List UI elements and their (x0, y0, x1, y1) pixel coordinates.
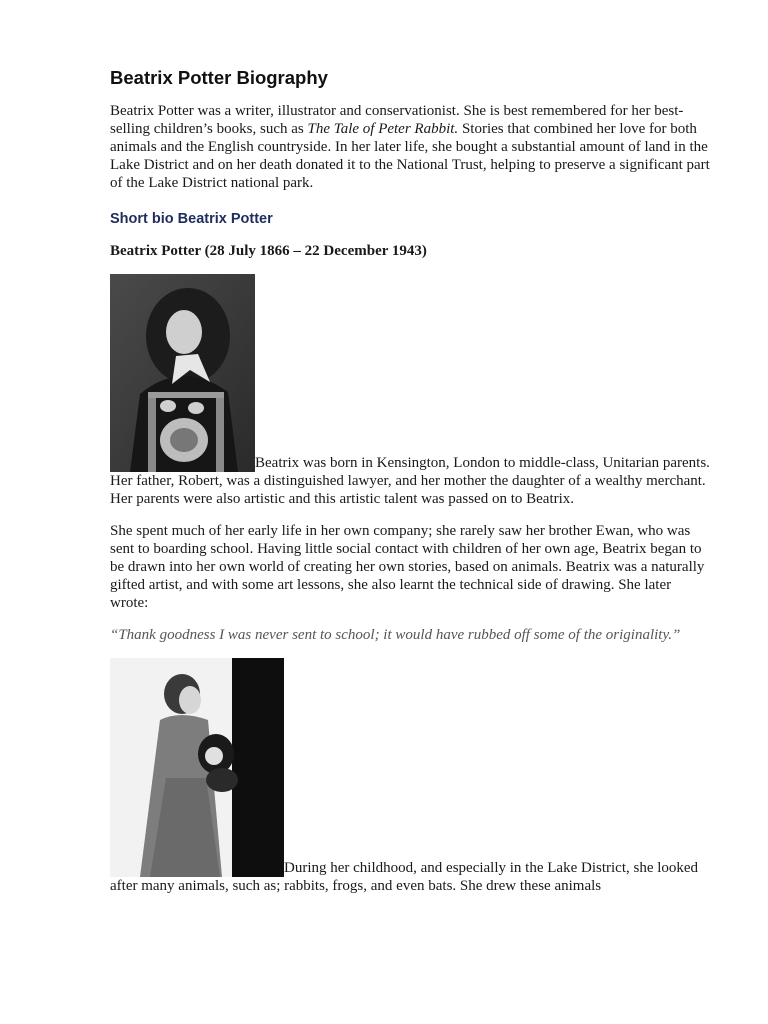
dates-heading: Beatrix Potter (28 July 1866 – 22 December 1943) (110, 243, 427, 259)
book-title-italic: The Tale of Peter Rabbit. (307, 121, 459, 137)
child-with-hat-photo (110, 274, 255, 472)
early-life-paragraph: She spent much of her early life in her own company; she rarely saw her brother Ewan, who was sent to boarding school. Having little social contact with children of her own age, Beatrix began to be drawn into her own world of creating her own stories, based on animals. Beatrix was a naturally gifted artist, and with some art lessons, she also learnt the technical side of drawing. She later wrote: (110, 523, 705, 611)
document-page (110, 66, 710, 909)
intro-paragraph (110, 102, 710, 192)
quote-text: “Thank goodness I was never sent to school; it would have rubbed off some of the originality.” (110, 627, 681, 643)
birth-text: Beatrix was born in Kensington, London to middle-class, Unitarian parents. Her father, Robert, was a distinguished lawyer, and her mother the daughter of a wealthy merchant. Her parents were also artistic and this artistic talent was passed on to Beatrix. (110, 455, 710, 507)
page-title: Beatrix Potter Biography (110, 67, 328, 88)
childhood-paragraph (110, 658, 710, 895)
birth-paragraph (110, 274, 710, 508)
girl-with-dog-photo (110, 658, 284, 877)
intro-text-end: Stories that combined her love for both animals and the English countryside. In her later life, she bought a substantial amount of land in the Lake District and on her death donated it to the National Trust, helping to preserve a significant part of the Lake District national park. (110, 121, 710, 191)
intro-text-start: Beatrix Potter was a writer, illustrator and conservationist. She is best remembered for her best-selling children’s books, such as (110, 103, 684, 137)
short-bio-heading: Short bio Beatrix Potter (110, 211, 273, 227)
childhood-text: During her childhood, and especially in the Lake District, she looked after many animals, such as; rabbits, frogs, and even bats. She drew these animals (110, 860, 699, 894)
